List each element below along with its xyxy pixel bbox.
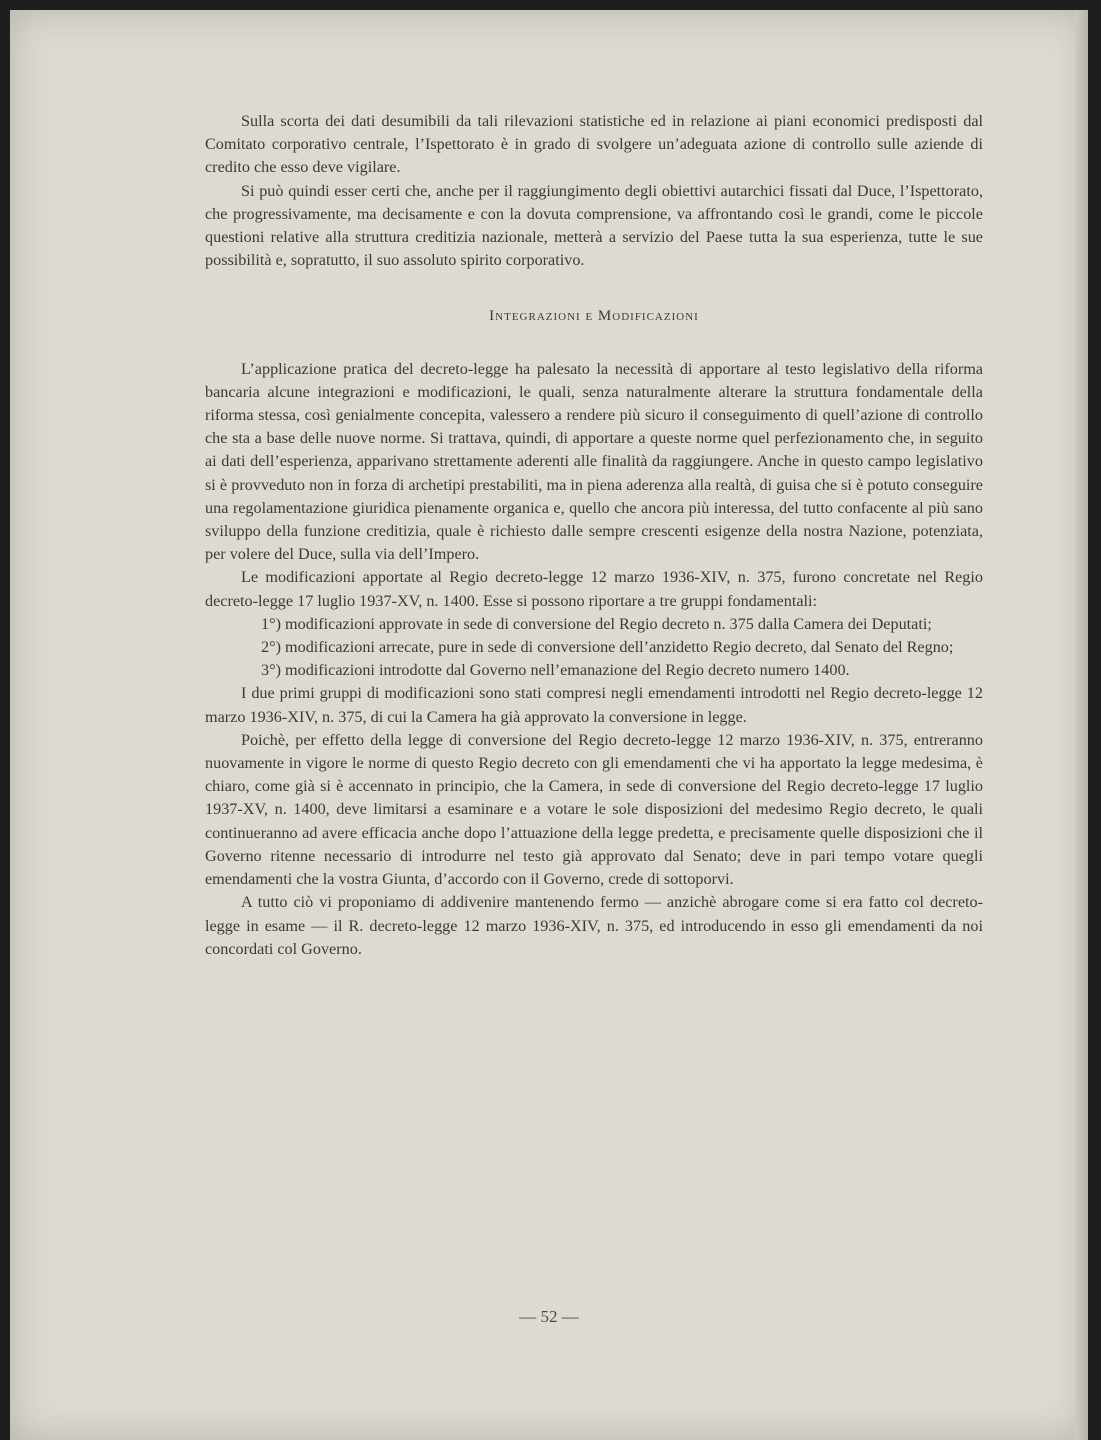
paragraph: A tutto ciò vi proponiamo di addivenire mantenendo fermo — anzichè abrogare come si era fatto col decreto-legge in esame — il R. decreto-legge 12 marzo 1936-XIV, n. 375, ed introducendo in esso gli emendamenti da noi concordati col Governo. <box>205 893 983 958</box>
section-heading: Integrazioni e Modificazioni <box>489 308 699 325</box>
body-text <box>205 110 983 961</box>
list-item: 1°) modificazioni approvate in sede di conversione del Regio decreto n. 375 dalla Camera dei Deputati; <box>261 614 932 633</box>
page-number: — 52 — <box>519 1307 579 1326</box>
paragraph: Sulla scorta dei dati desumibili da tali rilevazioni statistiche ed in relazione ai piani economici predisposti dal Comitato corporativo centrale, l’Ispettorato è in grado di svolgere un’adeguata azione di controllo sulle aziende di credito che esso deve vigilare. <box>205 112 983 177</box>
paragraph: Poichè, per effetto della legge di conversione del Regio decreto-legge 12 marzo 1936-XIV, n. 375, entreranno nuovamente in vigore le norme di questo Regio decreto con gli emendamenti che vi ha apportato la legge medesima, è chiaro, come già si è accennato in principio, che la Camera, in sede di conversione del Regio decreto-legge 17 luglio 1937-XV, n. 1400, deve limitarsi a esaminare e a votare le sole disposizioni del medesimo Regio decreto, le quali continueranno ad avere efficacia anche dopo l’attuazione della legge predetta, e precisamente quelle disposizioni che il Governo ritenne necessario di introdurre nel testo già approvato dal Senato; deve in pari tempo votare quegli emendamenti che la vostra Giunta, d’accordo con il Governo, crede di sottoporvi. <box>205 730 983 889</box>
paragraph: L’applicazione pratica del decreto-legge ha palesato la necessità di apportare al testo legislativo della riforma bancaria alcune integrazioni e modificazioni, le quali, senza naturalmente alterare la struttura fondamentale della riforma stessa, così genialmente concepita, valessero a rendere più sicuro il conseguimento di quell’azione di controllo che sta a base delle nuove norme. Si trattava, quindi, di apportare a queste norme quel perfezionamento che, in seguito ai dati dell’esperienza, apparivano strettamente aderenti alle finalità da raggiungere. Anche in questo campo legislativo si è provveduto non in forza di archetipi prestabiliti, ma in piena aderenza alla realtà, di guisa che si è potuto conseguire una regolamentazione giuridica pienamente organica e, quello che ancora più interessa, del tutto confacente al più sano sviluppo della funzione creditizia, quale è richiesto dalle sempre crescenti esigenze della nostra Nazione, potenziata, per volere del Duce, sulla via dell’Impero. <box>205 359 983 564</box>
list-item: 2°) modificazioni arrecate, pure in sede di conversione dell’anzidetto Regio decreto, dal Senato del Regno; <box>261 638 954 657</box>
paragraph: I due primi gruppi di modificazioni sono stati compresi negli emendamenti introdotti nel Regio decreto-legge 12 marzo 1936-XIV, n. 375, di cui la Camera ha già approvato la conversione in legge. <box>205 684 983 726</box>
page-edge <box>1075 10 1088 1440</box>
document-page <box>10 10 1088 1440</box>
paragraph: Si può quindi esser certi che, anche per il raggiungimento degli obiettivi autarchici fissati dal Duce, l’Ispettorato, che progressivamente, ma decisamente e con la dovuta comprensione, va affrontando così le grandi, come le piccole questioni relative alla struttura creditizia nazionale, metterà a servizio del Paese tutta la sua esperienza, tutte le sue possibilità e, sopratutto, il suo assoluto spirito corporativo. <box>205 181 983 270</box>
paragraph: Le modificazioni apportate al Regio decreto-legge 12 marzo 1936-XIV, n. 375, furono concretate nel Regio decreto-legge 17 luglio 1937-XV, n. 1400. Esse si possono riportare a tre gruppi fondamentali: <box>205 568 983 610</box>
list-item: 3°) modificazioni introdotte dal Governo nell’emanazione del Regio decreto numero 1400. <box>261 661 850 680</box>
